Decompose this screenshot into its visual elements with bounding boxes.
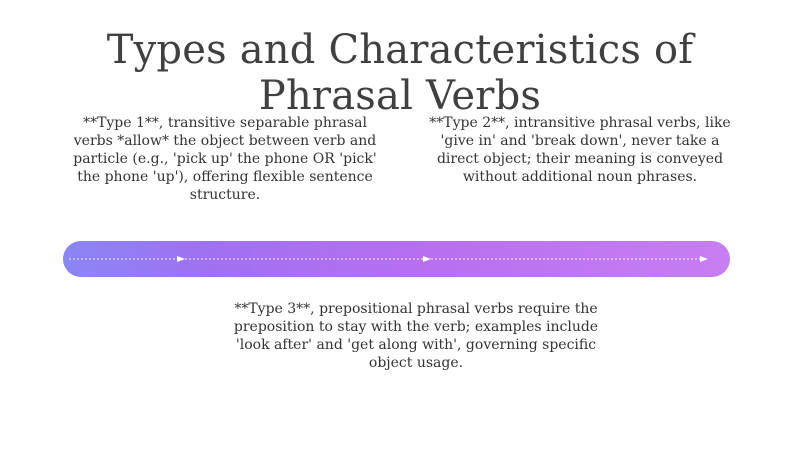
type-3-description: **Type 3**, prepositional phrasal verbs require the preposition to stay with the verb; examples include 'look after' and 'get along with', governing specific object usage. — [233, 301, 599, 371]
type-1-description: **Type 1**, transitive separable phrasal verbs *allow* the object between verb and particle (e.g., 'pick up' the phone OR 'pick' the phone 'up'), offering flexible sentence structure. — [73, 115, 377, 203]
type-2-description: **Type 2**, intransitive phrasal verbs, like 'give in' and 'break down', never take a direct object; their meaning is conveyed without additional noun phrases. — [429, 115, 731, 185]
arrow-head-2 — [423, 256, 431, 262]
arrow-head-1 — [177, 256, 185, 262]
title-line-2: Phrasal Verbs — [258, 72, 542, 119]
connector-lines — [63, 241, 730, 277]
title-line-1: Types and Characteristics of — [106, 26, 694, 73]
page-title — [0, 27, 800, 119]
timeline-bar — [63, 241, 730, 277]
arrow-head-3 — [700, 256, 708, 262]
